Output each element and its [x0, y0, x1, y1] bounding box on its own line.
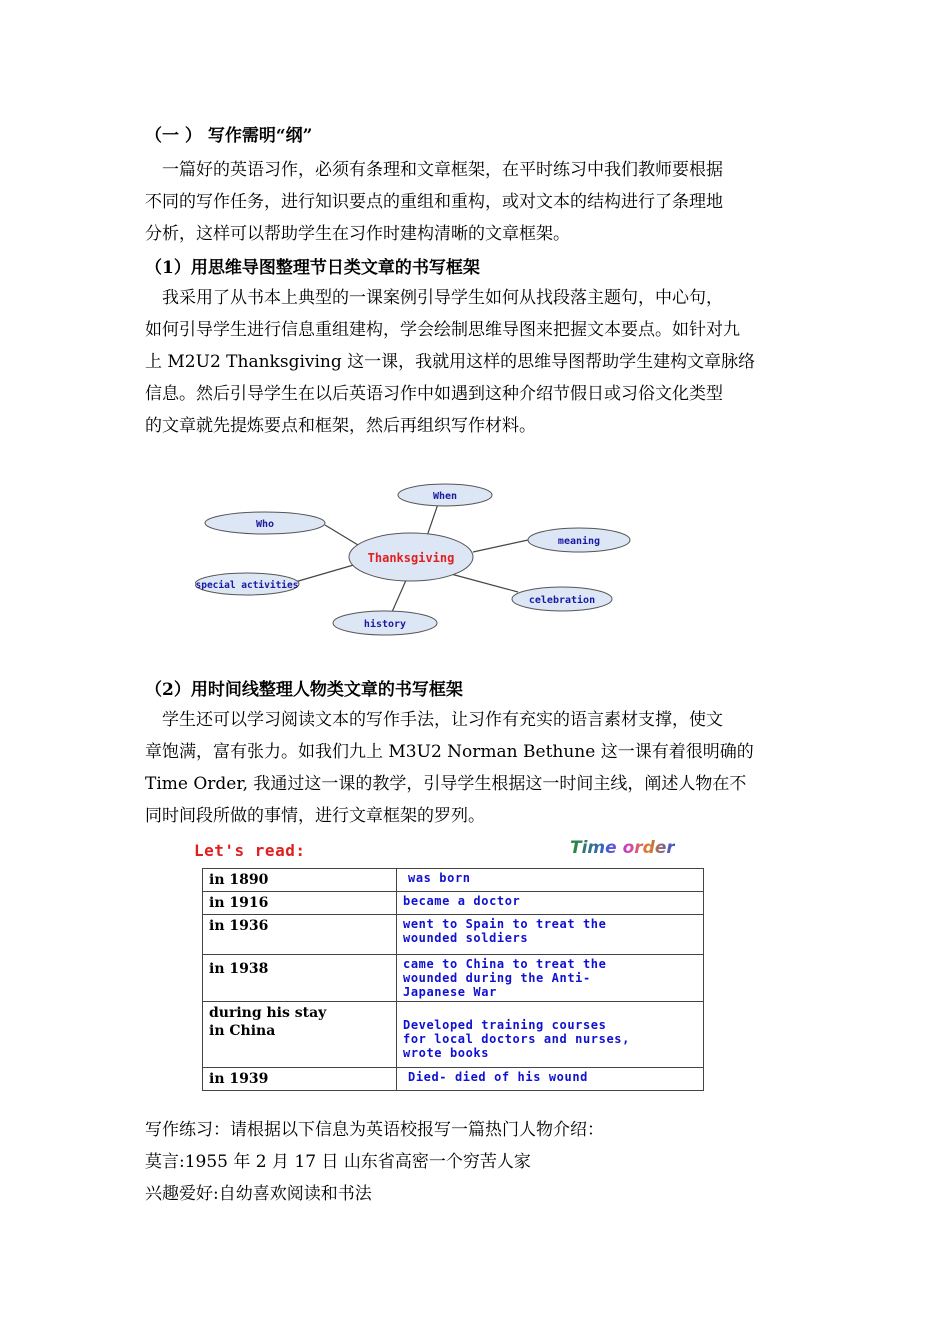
text-line: 一篇好的英语习作，必须有条理和文章框架，在平时练习中我们教师要根据 — [162, 160, 723, 180]
table-row — [203, 1002, 704, 1068]
table-row — [203, 869, 704, 892]
lets-read-title: Let's read: — [194, 841, 306, 860]
time-order-figure — [188, 838, 768, 1093]
text-line: 上 M2U2 Thanksgiving 这一课，我就用这样的思维导图帮助学生建构文章脉络 — [145, 352, 756, 372]
time-cell: in 1938 — [203, 955, 397, 1002]
intro-paragraph — [145, 154, 800, 250]
link-celebration — [451, 574, 518, 592]
event-cell: came to China to treat the wounded during the Anti- Japanese War — [397, 955, 704, 1002]
label-special-activities: special activities — [195, 580, 299, 591]
text-line: 我采用了从书本上典型的一课案例引导学生如何从找段落主题句，中心句， — [162, 288, 723, 308]
exercise-paragraph — [145, 1114, 800, 1210]
table-row — [203, 892, 704, 915]
section-heading: （一 ） 写作需明“纲” — [145, 126, 313, 146]
text-line: 不同的写作任务，进行知识要点的重组和重构，或对文本的结构进行了条理地 — [145, 192, 723, 212]
text-line: 同时间段所做的事情，进行文章框架的罗列。 — [145, 806, 485, 826]
part1-heading: （1）用思维导图整理节日类文章的书写框架 — [145, 258, 480, 278]
label-when: When — [432, 491, 458, 502]
link-meaning — [473, 540, 528, 552]
table-row — [203, 915, 704, 955]
part1-paragraph — [145, 282, 800, 442]
table-row — [203, 955, 704, 1002]
event-cell: was born — [397, 869, 704, 892]
event-cell: Died- died of his wound — [397, 1068, 704, 1091]
time-cell: in 1916 — [203, 892, 397, 915]
time-cell: during his stay in China — [203, 1002, 397, 1068]
text-line: 莫言:1955 年 2 月 17 日 山东省高密一个穷苦人家 — [145, 1152, 531, 1172]
text-line: 分析，这样可以帮助学生在习作时建构清晰的文章框架。 — [145, 224, 570, 244]
text-line: 学生还可以学习阅读文本的写作手法，让习作有充实的语言素材支撑，使文 — [162, 710, 723, 730]
time-order-table — [202, 868, 704, 1091]
time-order-title: Time order — [570, 838, 675, 858]
event-cell: Developed training courses for local doctors and nurses, wrote books — [397, 1002, 704, 1068]
text-line: 兴趣爱好:自幼喜欢阅读和书法 — [145, 1184, 372, 1204]
time-cell: in 1939 — [203, 1068, 397, 1091]
time-cell: in 1890 — [203, 869, 397, 892]
part2-heading: （2）用时间线整理人物类文章的书写框架 — [145, 680, 463, 700]
link-when — [427, 504, 438, 536]
event-cell: went to Spain to treat the wounded soldiers — [397, 915, 704, 955]
thanksgiving-mind-map — [195, 478, 645, 648]
link-history — [392, 578, 407, 612]
part2-paragraph — [145, 704, 800, 832]
text-line: 章饱满，富有张力。如我们九上 M3U2 Norman Bethune 这一课有着很明确的 — [145, 742, 754, 762]
text-line: 信息。然后引导学生在以后英语习作中如遇到这种介绍节假日或习俗文化类型 — [145, 384, 723, 404]
text-line: 如何引导学生进行信息重组建构，学会绘制思维导图来把握文本要点。如针对九 — [145, 320, 740, 340]
event-cell: became a doctor — [397, 892, 704, 915]
label-celebration: celebration — [528, 595, 596, 606]
time-cell: in 1936 — [203, 915, 397, 955]
label-history: history — [363, 619, 407, 630]
table-row — [203, 1068, 704, 1091]
label-center: Thanksgiving — [367, 551, 455, 565]
label-meaning: meaning — [557, 536, 601, 547]
link-special-activities — [295, 564, 357, 582]
text-line: 的文章就先提炼要点和框架，然后再组织写作材料。 — [145, 416, 536, 436]
text-line: 写作练习：请根据以下信息为英语校报写一篇热门人物介绍： — [145, 1120, 604, 1140]
mind-map-svg — [195, 478, 645, 648]
label-who: Who — [255, 519, 275, 530]
text-line: Time Order, 我通过这一课的教学，引导学生根据这一时间主线，阐述人物在不 — [145, 774, 747, 794]
